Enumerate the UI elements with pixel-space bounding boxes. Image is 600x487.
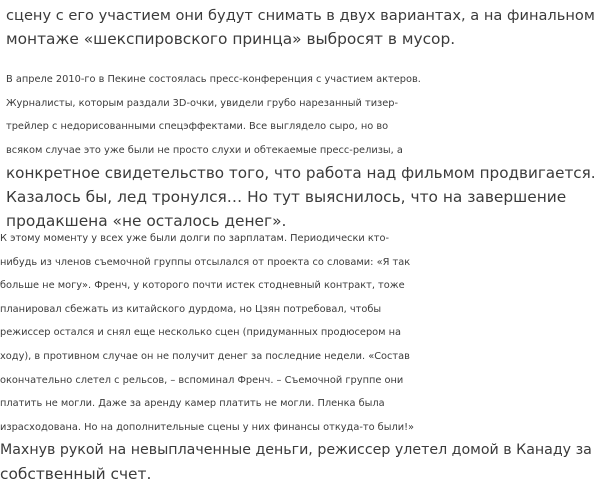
article-paragraph-2: [6, 68, 596, 233]
text-line: собственный счет.: [0, 464, 152, 483]
text-line: нибудь из членов съемочной группы отсылался от проекта со словами: «Я так: [0, 256, 411, 268]
text-line: планировал сбежать из китайского дурдома, но Цзян потребовал, чтобы: [0, 303, 382, 315]
article-paragraph-1: [6, 4, 595, 51]
text-line: продакшена «не осталось денег».: [6, 211, 287, 230]
article-paragraph-3: [0, 227, 592, 487]
text-line: В апреле 2010-го в Пекине состоялась пресс-конференция с участием актеров.: [6, 74, 421, 85]
text-line: Журналисты, которым раздали 3D-очки, увидели грубо нарезанный тизер-: [6, 97, 399, 109]
text-line: платить не могли. Даже за аренду камер платить не могли. Пленка была: [0, 398, 385, 410]
text-line: всяком случае это уже были не просто слухи и обтекаемые пресс-релизы, а: [6, 144, 403, 156]
text-line: К этому моменту у всех уже были долги по зарплатам. Периодически кто-: [0, 233, 390, 244]
text-line: режиссер остался и снял еще несколько сцен (придуманных продюсером на: [0, 327, 402, 339]
text-line: израсходована. Но на дополнительные сцены у них финансы откуда-то были!»: [0, 421, 415, 433]
text-line: монтаже «шекспировского принца» выбросят в мусор.: [6, 29, 456, 48]
text-line: сцену с его участием они будут снимать в двух вариантах, а на финальном: [6, 7, 595, 24]
text-line: трейлер с недорисованными спецэффектами. Все выглядело сыро, но во: [6, 121, 389, 133]
text-line: окончательно слетел с рельсов, – вспоминал Френч. – Съемочной группе они: [0, 374, 404, 386]
text-line: больше не могу». Френч, у которого почти истек стодневный контракт, тоже: [0, 280, 405, 292]
text-line: конкретное свидетельство того, что работа над фильмом продвигается.: [6, 164, 596, 183]
text-line: Махнув рукой на невыплаченные деньги, режиссер улетел домой в Канаду за: [0, 442, 592, 459]
text-line: ходу), в противном случае он не получит денег за последние недели. «Состав: [0, 350, 410, 362]
text-line: Казалось бы, лед тронулся… Но тут выяснилось, что на завершение: [6, 187, 567, 206]
